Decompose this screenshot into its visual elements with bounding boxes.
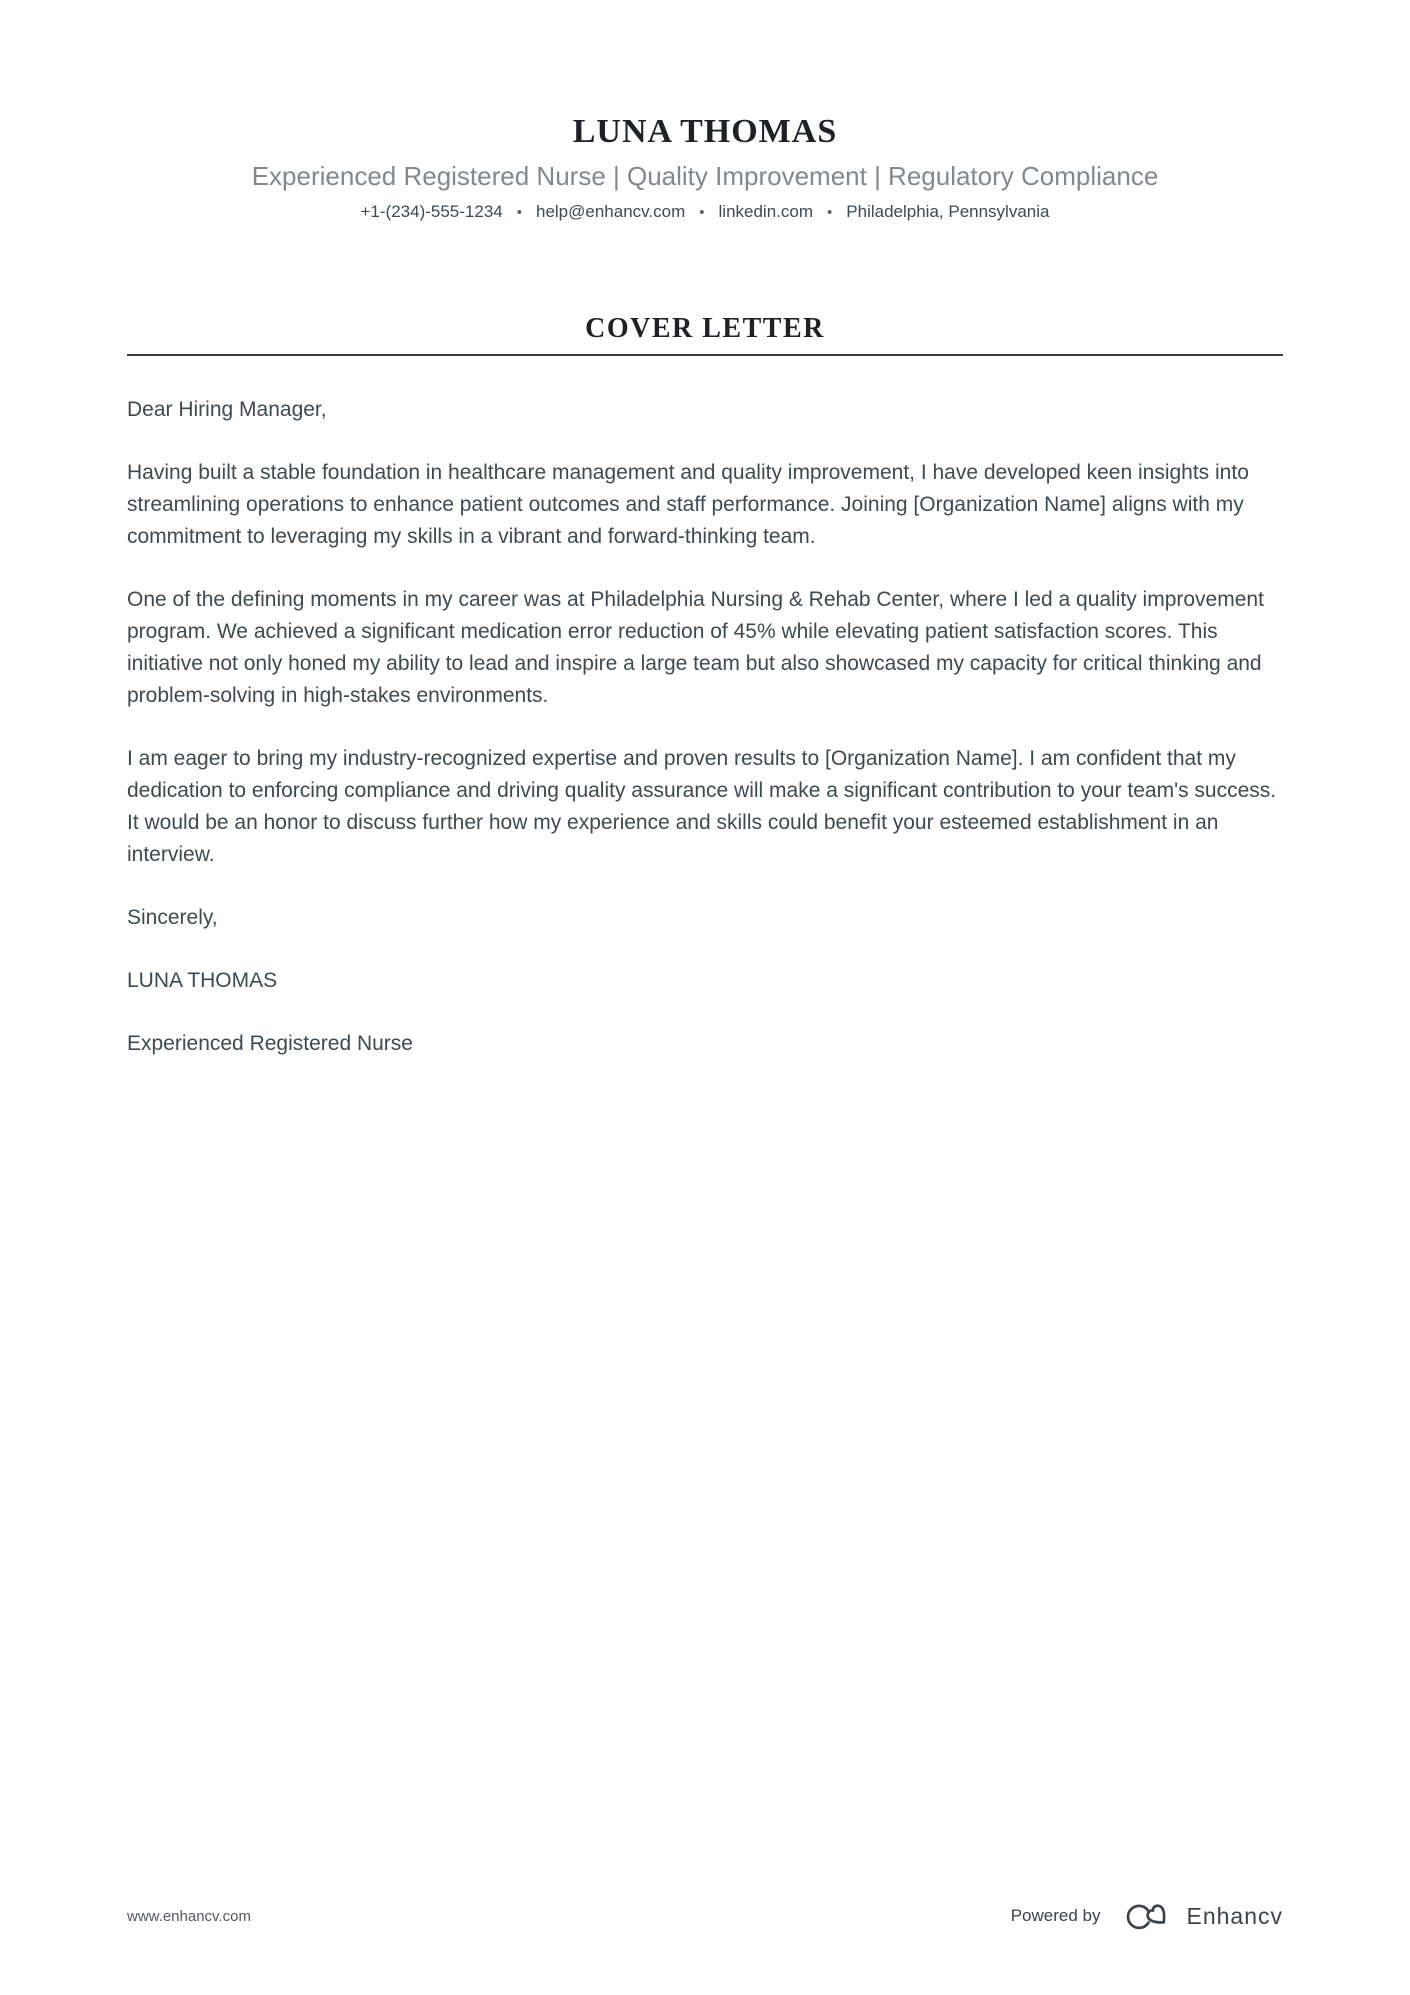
separator-dot: •	[827, 203, 833, 221]
separator-dot: •	[516, 203, 522, 221]
candidate-headline: Experienced Registered Nurse | Quality Improvement | Regulatory Compliance	[251, 160, 1159, 191]
letter-body	[127, 394, 1283, 1060]
letter-paragraph: I am eager to bring my industry-recognized expertise and proven results to [Organization Name]. I am confident that my dedication to enforcing compliance and driving quality assurance will make a significant contribution to your team's success. It would be an honor to discuss further how my experience and skills could benefit your esteemed establishment in an interview.	[127, 747, 1277, 867]
candidate-name: LUNA THOMAS	[572, 113, 838, 150]
enhancv-logo-icon	[1124, 1899, 1176, 1933]
section-title: COVER LETTER	[585, 313, 825, 345]
page-footer	[127, 1899, 1283, 1933]
contact-location: Philadelphia, Pennsylvania	[846, 202, 1050, 222]
contact-line	[127, 202, 1283, 222]
contact-phone: +1-(234)-555-1234	[360, 202, 503, 222]
enhancv-brand-name: Enhancv	[1186, 1902, 1283, 1929]
powered-by-group	[1011, 1899, 1283, 1933]
closing: Sincerely,	[127, 906, 218, 930]
salutation: Dear Hiring Manager,	[127, 398, 327, 422]
signature-name: LUNA THOMAS	[127, 969, 278, 993]
section-header	[127, 314, 1283, 356]
separator-dot: •	[699, 203, 705, 221]
contact-email[interactable]: help@enhancv.com	[536, 202, 686, 222]
letter-paragraph: One of the defining moments in my career was at Philadelphia Nursing & Rehab Center, where I led a quality improvement program. We achieved a significant medication error reduction of 45% while elevating patient satisfaction scores. This initiative not only honed my ability to lead and inspire a large team but also showcased my capacity for critical thinking and problem-solving in high-stakes environments.	[127, 588, 1264, 708]
letter-paragraph: Having built a stable foundation in healthcare management and quality improvement, I have developed keen insights into streamlining operations to enhance patient outcomes and staff performance. Joining [Organization Name] aligns with my commitment to leveraging my skills in a vibrant and forward-thinking team.	[127, 461, 1249, 549]
powered-by-label: Powered by	[1010, 1906, 1101, 1925]
document-header	[127, 112, 1283, 222]
enhancv-brand-link[interactable]	[1124, 1899, 1283, 1933]
contact-website[interactable]: linkedin.com	[718, 202, 814, 222]
footer-site-url[interactable]: www.enhancv.com	[127, 1907, 251, 1925]
signature-title: Experienced Registered Nurse	[127, 1032, 413, 1056]
